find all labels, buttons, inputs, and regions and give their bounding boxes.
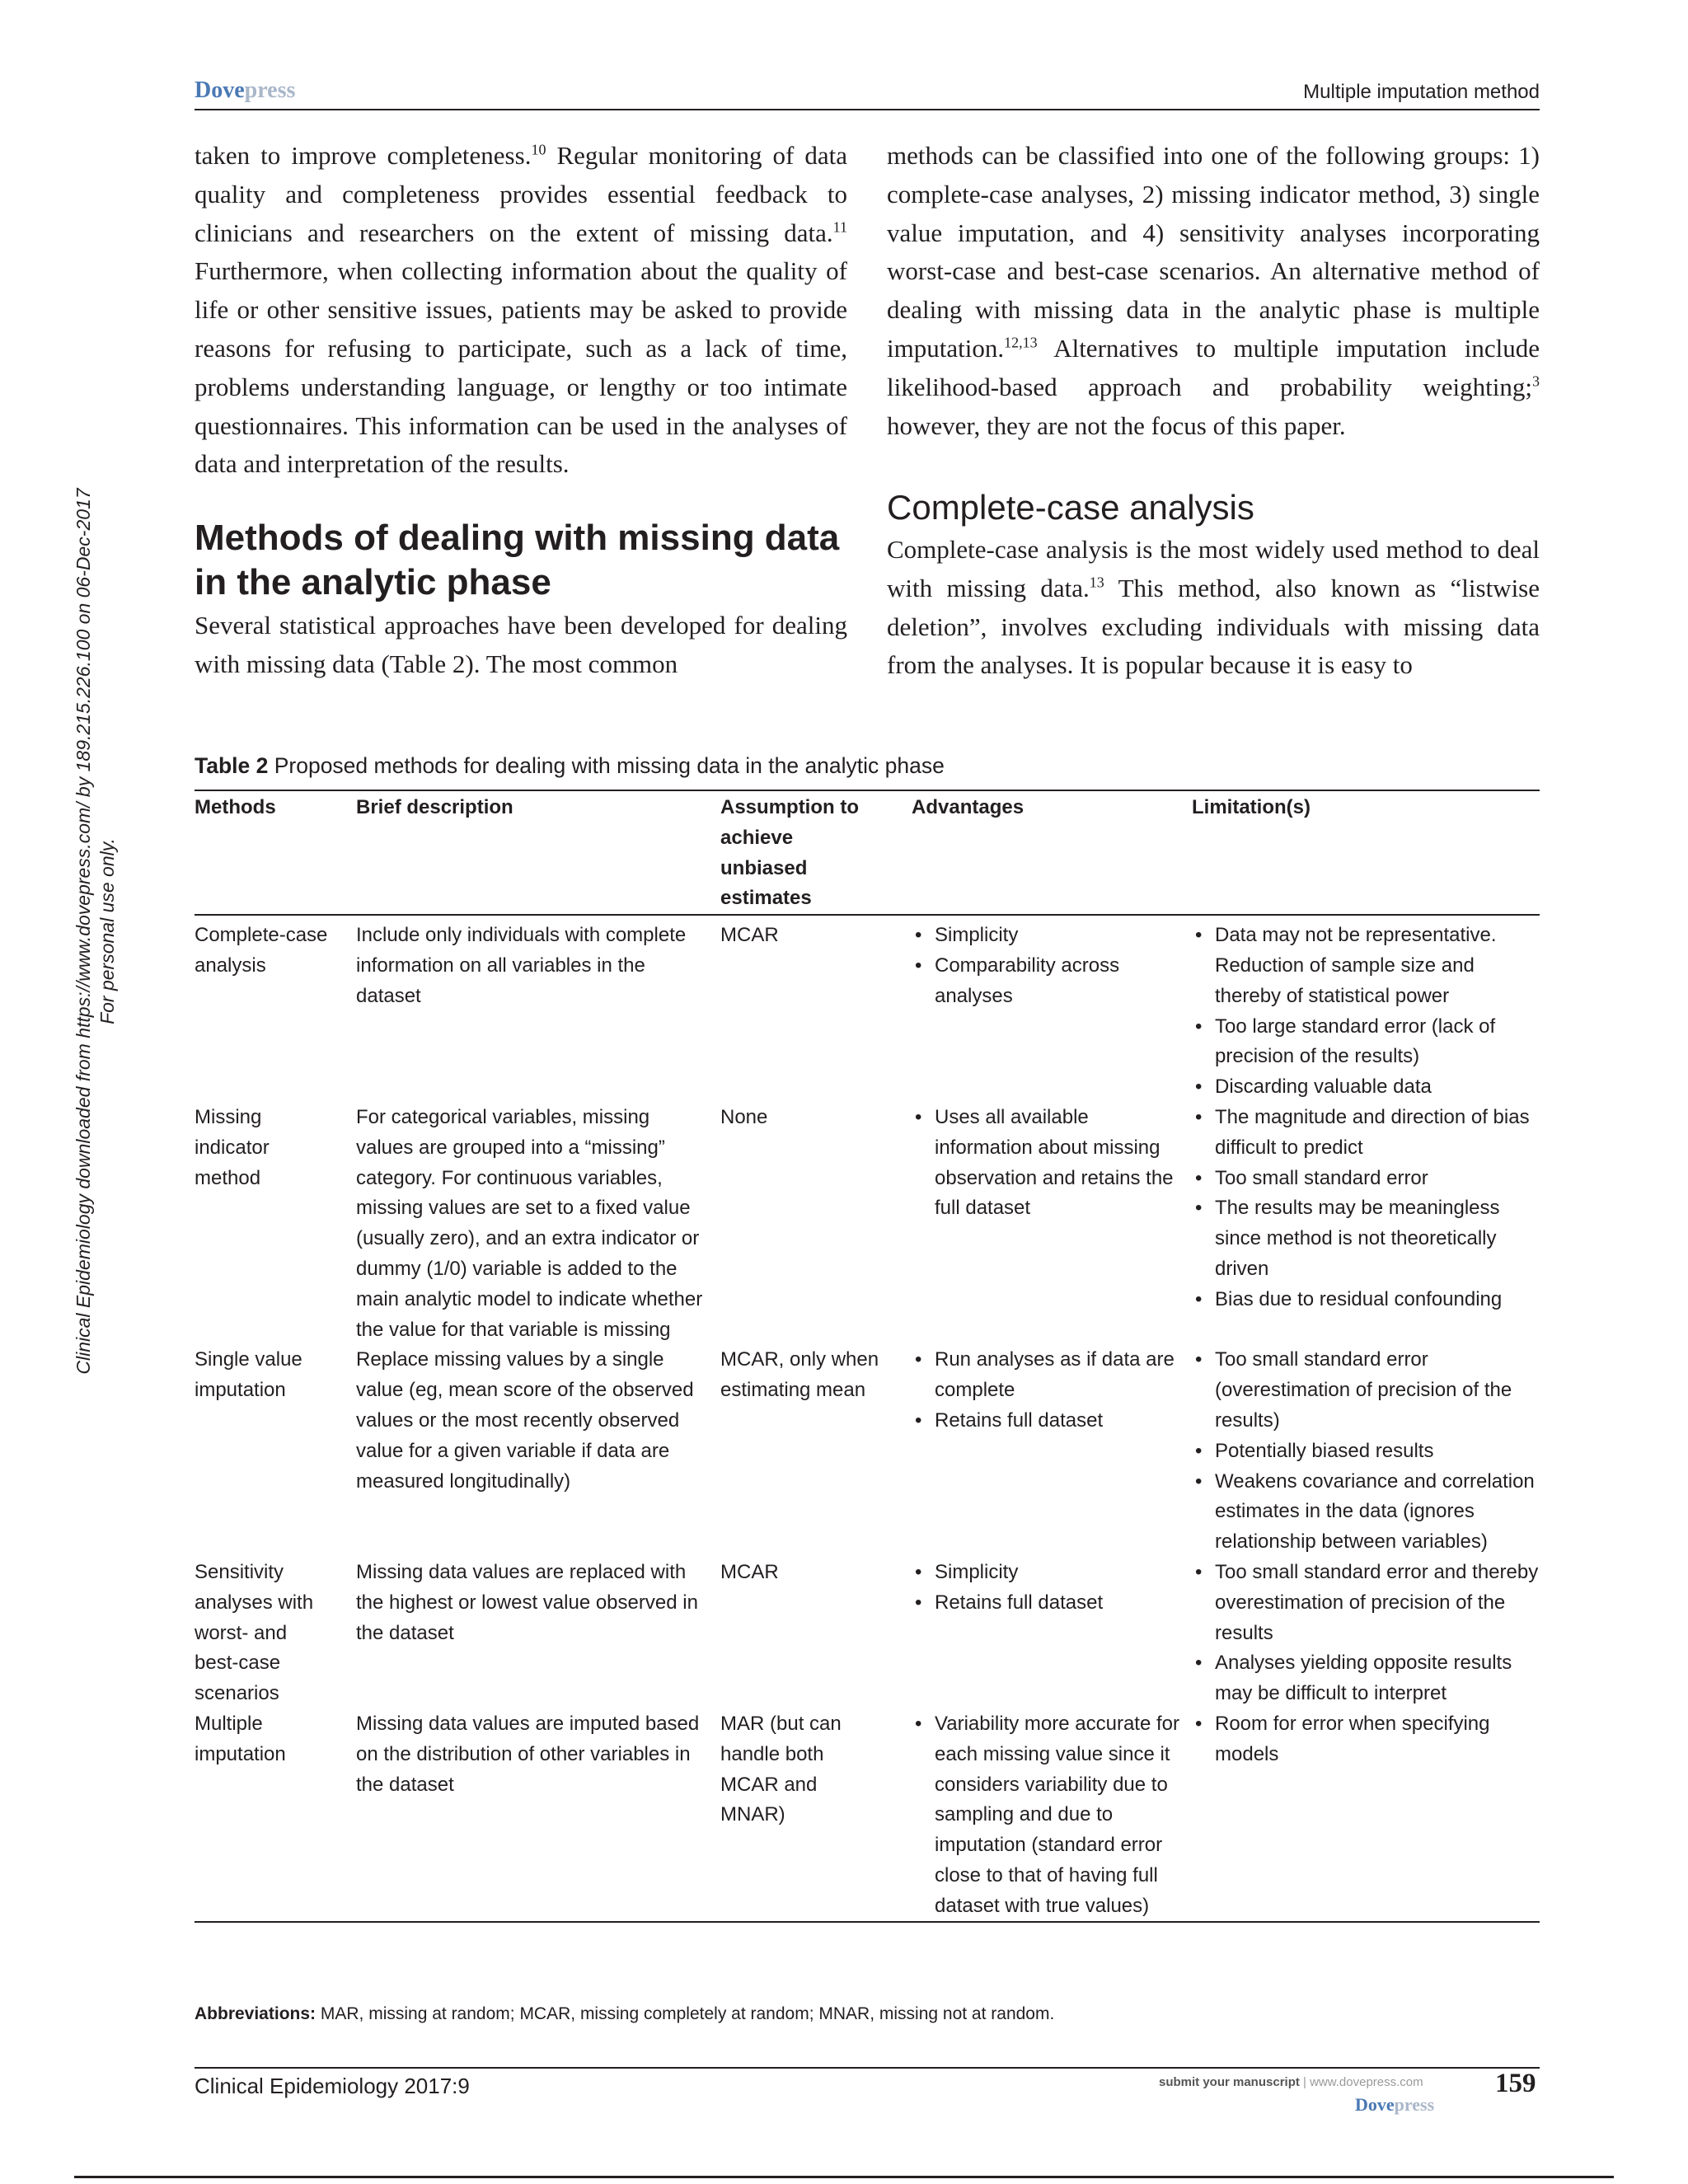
logo-text-dove: Dove [195,77,245,103]
citation-ref[interactable]: 13 [1089,574,1104,591]
advantage-item: • Retains full dataset [912,1588,1192,1619]
advantage-item: • Variability more accurate for each missing value since it considers variability due to sampling and due to imputation (standard error close to that of having full dataset with true values) [912,1709,1192,1922]
text-run: taken to improve completeness. [195,141,532,170]
cell-limitations [1192,1709,1540,1923]
left-paragraph-2: Several statistical approaches have been developed for dealing with missing data (Table 2). The most common [195,611,847,678]
cell-description: Missing data values are imputed based on the distribution of other variables in the dataset [356,1712,700,1796]
table-row [195,1709,1540,1923]
abbreviations-text: MAR, missing at random; MCAR, missing completely at random; MNAR, missing not at random. [316,2004,1055,2023]
cell-advantages [912,1103,1192,1345]
limitation-item: • Too small standard error (overestimation of precision of the results) [1192,1345,1540,1436]
table-header-row [195,790,1540,915]
page-header [195,77,1540,110]
text-run: Furthermore, when collecting information about the quality of life or other sensitive issues, patients may be asked to provide reasons for refusing to participate, such as a lack of time, problems understanding language, or lengthy or too intimate questionnaires. This information can be used in the analyses of data and interpretation of the results. [195,256,847,479]
limitation-item: • Discarding valuable data [1192,1072,1540,1103]
journal-citation: Clinical Epidemiology 2017:9 [195,2074,470,2098]
limitation-item: • Analyses yielding opposite results may be difficult to interpret [1192,1648,1540,1709]
table-title: Proposed methods for dealing with missing data in the analytic phase [268,753,945,778]
watermark-line-1: Clinical Epidemiology downloaded from https://www.dovepress.com/ by 189.215.226.100 on 06-Dec-2017 [73,488,94,1375]
text-run: Complete-case analysis is the most widely used method to deal with missing data. [887,535,1540,602]
text-run: methods can be classified into one of the following groups: 1) complete-case analyses, 2) missing indicator method, 3) single value imputation, and 4) sensitivity analyses incorporating worst-case and best-case scenarios. An alternative method of dealing with missing data in the analytic phase is multiple imputation. [887,141,1540,363]
right-paragraph-2 [887,531,1540,685]
col-header-limitations: Limitation(s) [1192,796,1311,818]
cell-method: Sensitivity analyses with worst- and best-case scenarios [195,1560,314,1705]
advantage-item: • Retains full dataset [912,1406,1192,1436]
right-column [887,137,1540,445]
advantage-item: • Run analyses as if data are complete [912,1345,1192,1406]
cell-description: Replace missing values by a single value (eg, mean score of the observed values or the most recently observed value for a given variable if data are measured longitudinally) [356,1348,694,1493]
cell-advantages [912,1345,1192,1558]
advantage-item: • Simplicity [912,1558,1192,1588]
advantage-item: • Simplicity [912,921,1192,951]
limitation-item: • Data may not be representative. Reduction of sample size and thereby of statistical power [1192,921,1540,1011]
footer-logo[interactable] [1355,2094,1434,2116]
table-label: Table 2 [195,753,269,778]
col-header-description: Brief description [356,796,513,818]
watermark-line-2: For personal use only. [96,838,118,1024]
footer-divider [195,2067,1540,2069]
cell-assumption: None [720,1105,768,1128]
advantage-item: • Uses all available information about missing observation and retains the full dataset [912,1103,1192,1224]
submit-label: submit your manuscript [1159,2075,1300,2089]
text-run: This method, also known as “listwise deletion”, involves excluding individuals with missing data from the analyses. It is popular because it is easy to [887,573,1540,680]
limitation-item: • The results may be meaningless since method is not theoretically driven [1192,1193,1540,1284]
col-header-advantages: Advantages [912,796,1025,818]
cell-assumption: MAR (but can handle both MCAR and MNAR) [720,1712,842,1826]
citation-ref[interactable]: 10 [531,141,546,158]
citation-ref[interactable]: 11 [832,218,847,236]
cell-limitations [1192,915,1540,1103]
section-heading-methods: Methods of dealing with missing data in the analytic phase [195,518,840,602]
cell-assumption: MCAR [720,1560,779,1583]
methods-table [195,790,1540,1923]
limitation-item: • Too large standard error (lack of precision of the results) [1192,1012,1540,1073]
left-column [195,137,847,484]
right-paragraph-1 [887,137,1540,445]
limitation-item: • Potentially biased results [1192,1436,1540,1467]
website-url: www.dovepress.com [1310,2075,1423,2089]
cell-assumption: MCAR [720,924,779,947]
download-watermark [66,437,125,1426]
cell-assumption: MCAR, only when estimating mean [720,1348,879,1402]
submit-manuscript-link[interactable] [1159,2075,1423,2089]
limitation-item: • Weakens covariance and correlation estimates in the data (ignores relationship between variables) [1192,1467,1540,1558]
limitation-item: • The magnitude and direction of bias difficult to predict [1192,1103,1540,1164]
citation-ref[interactable]: 3 [1532,373,1540,390]
cell-description: For categorical variables, missing values are grouped into a “missing” category. For continuous variables, missing values are set to a fixed value (usually zero), and an extra indicator or dummy (1/0) variable is added to the main analytic model to indicate whether the value for that variable is missing [356,1105,703,1341]
table-row [195,915,1540,1103]
cell-advantages [912,1709,1192,1923]
left-paragraph-1 [195,137,847,484]
cell-limitations [1192,1558,1540,1709]
page-number: 159 [1495,2069,1536,2098]
table-row [195,1345,1540,1558]
cell-method: Multiple imputation [195,1712,286,1765]
text-run: however, they are not the focus of this paper. [887,410,1346,440]
limitation-item: • Too small standard error [1192,1164,1540,1194]
col-header-methods: Methods [195,796,276,818]
logo-text-dove: Dove [1355,2094,1395,2115]
col-header-assumption: Assumption to achieve unbiased estimates [720,796,859,910]
cell-limitations [1192,1345,1540,1558]
cell-advantages [912,1558,1192,1709]
logo-text-press: press [244,77,296,103]
cell-method: Missing indicator method [195,1105,270,1189]
table-row [195,1558,1540,1709]
publisher-logo[interactable] [195,77,295,104]
bottom-divider [74,2176,1614,2178]
limitation-item: • Room for error when specifying models [1192,1709,1540,1770]
table-footnote [195,2004,1054,2024]
cell-method: Complete-case analysis [195,924,328,977]
cell-method: Single value imputation [195,1348,302,1402]
table-caption [195,753,945,779]
section-heading-complete-case: Complete-case analysis [887,488,1254,527]
table-row [195,1103,1540,1345]
text-run: Alternatives to multiple imputation include likelihood-based approach and probability weighting; [887,333,1540,401]
cell-advantages [912,915,1192,1103]
advantage-item: • Comparability across analyses [912,951,1192,1012]
running-title: Multiple imputation method [1303,81,1540,103]
logo-text-press: press [1394,2094,1435,2115]
text-run: Regular monitoring of data quality and completeness provides essential feedback to clinicians and researchers on the extent of missing data. [195,141,847,247]
limitation-item: • Too small standard error and thereby overestimation of precision of the results [1192,1558,1540,1648]
separator: | [1299,2075,1311,2089]
limitation-item: • Bias due to residual confounding [1192,1285,1540,1315]
citation-ref[interactable]: 12,13 [1004,334,1038,351]
cell-description: Include only individuals with complete information on all variables in the dataset [356,924,687,1007]
abbreviations-label: Abbreviations: [195,2004,316,2023]
cell-limitations [1192,1103,1540,1345]
cell-description: Missing data values are replaced with the highest or lowest value observed in the dataset [356,1560,698,1644]
